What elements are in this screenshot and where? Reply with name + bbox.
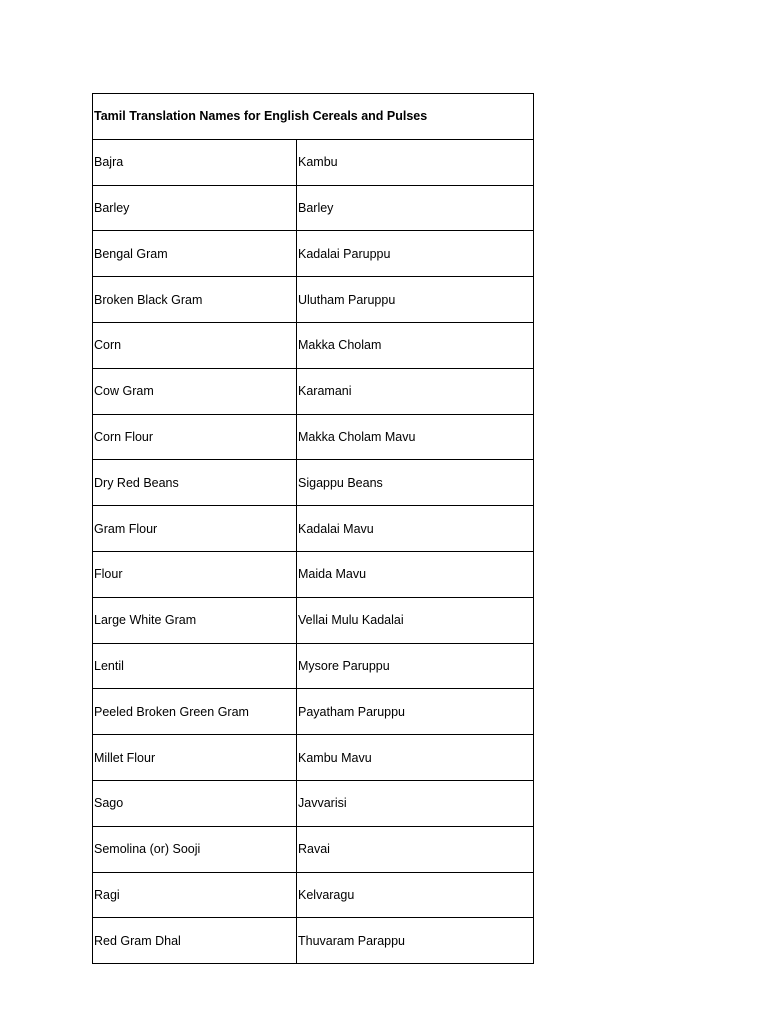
tamil-name-cell: Kambu [297,139,534,185]
tamil-name-cell: Ravai [297,826,534,872]
english-name-cell: Red Gram Dhal [93,918,297,964]
english-name-cell: Large White Gram [93,597,297,643]
table-row [93,368,534,414]
tamil-name-cell: Payatham Paruppu [297,689,534,735]
english-name-cell: Dry Red Beans [93,460,297,506]
table-row [93,277,534,323]
table-row [93,780,534,826]
table-row [93,506,534,552]
table-row [93,597,534,643]
tamil-name-cell: Maida Mavu [297,551,534,597]
english-name-cell: Corn Flour [93,414,297,460]
tamil-name-cell: Kambu Mavu [297,735,534,781]
table-row [93,689,534,735]
table-row [93,735,534,781]
tamil-name-cell: Mysore Paruppu [297,643,534,689]
table-title-row [93,94,534,140]
table-row [93,185,534,231]
table-title: Tamil Translation Names for English Cereals and Pulses [93,94,534,140]
translation-table [92,93,534,964]
tamil-name-cell: Sigappu Beans [297,460,534,506]
english-name-cell: Bajra [93,139,297,185]
english-name-cell: Millet Flour [93,735,297,781]
table-row [93,460,534,506]
tamil-name-cell: Kadalai Mavu [297,506,534,552]
table-row [93,551,534,597]
tamil-name-cell: Vellai Mulu Kadalai [297,597,534,643]
table-row [93,643,534,689]
tamil-name-cell: Kelvaragu [297,872,534,918]
english-name-cell: Gram Flour [93,506,297,552]
english-name-cell: Bengal Gram [93,231,297,277]
tamil-name-cell: Makka Cholam Mavu [297,414,534,460]
tamil-name-cell: Barley [297,185,534,231]
english-name-cell: Broken Black Gram [93,277,297,323]
table-row [93,322,534,368]
table-row [93,872,534,918]
tamil-name-cell: Thuvaram Parappu [297,918,534,964]
english-name-cell: Peeled Broken Green Gram [93,689,297,735]
english-name-cell: Barley [93,185,297,231]
table-row [93,826,534,872]
english-name-cell: Sago [93,780,297,826]
table-row [93,918,534,964]
english-name-cell: Semolina (or) Sooji [93,826,297,872]
tamil-name-cell: Ulutham Paruppu [297,277,534,323]
english-name-cell: Cow Gram [93,368,297,414]
tamil-name-cell: Javvarisi [297,780,534,826]
tamil-name-cell: Makka Cholam [297,322,534,368]
tamil-name-cell: Kadalai Paruppu [297,231,534,277]
english-name-cell: Lentil [93,643,297,689]
table-body [93,94,534,964]
table-row [93,414,534,460]
table-row [93,139,534,185]
english-name-cell: Flour [93,551,297,597]
english-name-cell: Ragi [93,872,297,918]
table-row [93,231,534,277]
tamil-name-cell: Karamani [297,368,534,414]
english-name-cell: Corn [93,322,297,368]
